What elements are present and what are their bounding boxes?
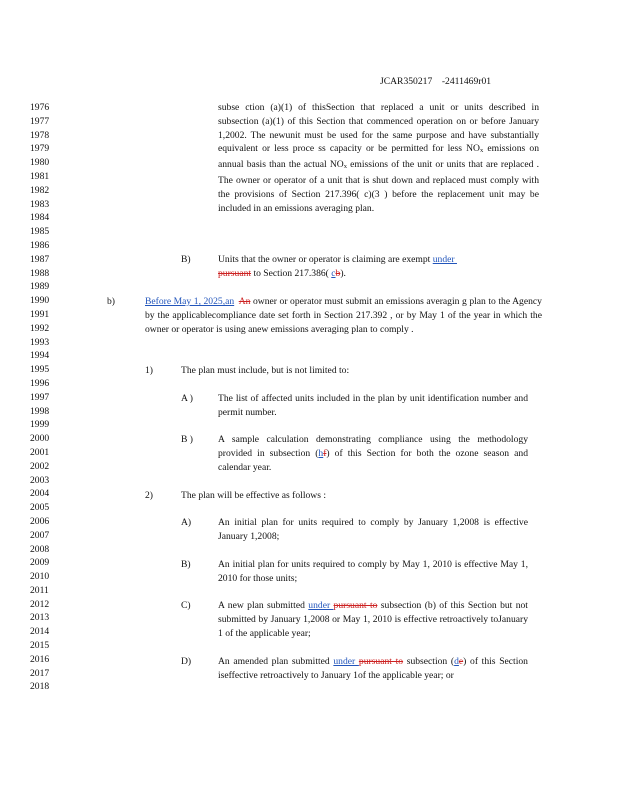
text-run: A new plan submitted <box>218 600 309 611</box>
item-1b-text <box>218 433 531 474</box>
text-run: subse ction (a)(1) of thisSection that replaced a unit or units described in subsection (a)(1) of this Section that commenced operation on or before January 1,2002. The newunit must be used for the same purpose and have substantially equivalent or less proce ss capacity or be permitted for less NO <box>218 102 542 155</box>
line-number: 1992 <box>30 322 50 334</box>
item-marker: C) <box>181 600 191 611</box>
text-run: A sample calculation demonstrating compliance using the methodology provided in subsection ( <box>218 434 531 459</box>
line-number: 2010 <box>30 571 50 583</box>
text-run: to Section 217.386( <box>251 267 332 279</box>
line-number: 2004 <box>30 488 50 500</box>
subscript-x: x <box>480 147 484 155</box>
deleted-text: e <box>458 656 464 667</box>
line-number: 2001 <box>30 446 50 458</box>
paragraph-continuation <box>218 101 542 215</box>
item-marker: 2) <box>145 490 153 501</box>
item-marker: B ) <box>181 434 193 445</box>
line-number: 2003 <box>30 474 50 486</box>
line-number: 1976 <box>30 102 50 113</box>
item-marker: A ) <box>181 393 193 404</box>
line-number: 2016 <box>30 653 50 665</box>
line-number: 1986 <box>30 239 50 251</box>
line-number: 2009 <box>30 557 50 569</box>
line-number: 1979 <box>30 143 50 155</box>
text-run: ). <box>340 267 346 279</box>
line-number: 1999 <box>30 419 50 431</box>
line-number: 1980 <box>30 157 50 169</box>
text-run: Units that the owner or operator is claiming are exempt <box>218 254 433 265</box>
line-number: 1988 <box>30 267 50 279</box>
line-number-column <box>30 101 52 694</box>
item-marker: B) <box>181 254 191 265</box>
line-number: 1993 <box>30 336 50 348</box>
line-number: 1996 <box>30 377 50 389</box>
item-1a-text: The list of affected units included in the plan by unit identification number and permit number. <box>218 393 528 418</box>
line-number: 2005 <box>30 502 50 514</box>
document-id-header: JCAR350217 -2411469r01 <box>380 76 492 87</box>
item-marker: A) <box>181 517 192 528</box>
line-number: 1989 <box>30 281 50 293</box>
line-number: 2011 <box>30 584 49 596</box>
deleted-text: An <box>238 296 251 307</box>
line-number: 1990 <box>30 295 50 307</box>
line-number: 2007 <box>30 529 50 541</box>
line-number: 1994 <box>30 350 50 362</box>
subscript-x: x <box>343 163 347 171</box>
line-number: 2012 <box>30 598 50 610</box>
line-number: 2015 <box>30 640 50 652</box>
item-marker: D) <box>181 656 192 667</box>
line-number: 1985 <box>30 226 50 238</box>
line-number: 1995 <box>30 364 50 376</box>
line-number: 1982 <box>30 184 50 196</box>
item-2a-text: An initial plan for units required to comply by January 1,2008 is effective January 1,2008; <box>218 517 528 542</box>
deleted-text: b <box>335 267 341 279</box>
item-marker: B) <box>181 559 191 570</box>
line-number: 1984 <box>30 212 50 224</box>
line-number: 2002 <box>30 460 50 472</box>
inserted-text: under <box>432 254 457 265</box>
item-1-text: The plan must include, but is not limited to: <box>181 365 350 376</box>
text-run: emissions on annual basis than the actual NO <box>218 143 542 171</box>
subsection-b-text <box>145 295 545 336</box>
item-marker: 1) <box>145 365 153 376</box>
line-number: 2013 <box>30 612 50 624</box>
text-run: emissions of the unit or units that are replaced . The owner or operator of a unit that is shut down and replaced must comply with the provisions of Section 217.396( c)(3 ) before the replacement unit may be included in an emissions averaging plan. <box>218 159 542 214</box>
item-2b-text: An initial plan for units required to comply by May 1, 2010 is effective May 1, 2010 for those units; <box>218 559 528 584</box>
item-2c-text <box>218 599 531 640</box>
item-b-exempt-units <box>218 253 480 281</box>
item-2-text: The plan will be effective as follows : <box>181 490 327 501</box>
text-run: An amended plan submitted <box>218 656 334 667</box>
subsection-marker: b) <box>107 296 115 307</box>
item-2d-text <box>218 655 531 683</box>
line-number: 1998 <box>30 405 50 417</box>
deleted-text: pursuant to <box>333 600 378 611</box>
inserted-text: c <box>331 267 336 279</box>
text-run: subsection ( <box>403 656 455 667</box>
deleted-text: f <box>323 447 327 459</box>
inserted-text: under <box>308 600 334 611</box>
line-number: 2008 <box>30 543 50 555</box>
line-number: 2000 <box>30 433 50 445</box>
text-run: ) of this Section for both the ozone season and calendar year. <box>218 447 531 473</box>
line-number: 1987 <box>30 253 50 265</box>
line-number: 2018 <box>30 681 50 693</box>
line-number: 1981 <box>30 170 50 182</box>
text-run: ) of this Section iseffective retroactively to January 1of the applicable year; or <box>218 656 531 681</box>
line-number: 1978 <box>30 129 50 141</box>
line-number: 1997 <box>30 391 50 403</box>
text-run: subsection (b) of this Section but not submitted by January 1,2008 or May 1, 2010 is effective retroactively toJanuary 1 of the applicable year; <box>218 600 531 639</box>
inserted-text: under <box>333 656 359 667</box>
line-number: 2006 <box>30 515 50 527</box>
line-number: 1991 <box>30 308 50 320</box>
text-run: owner or operator must submit an emissions averagin g plan to the Agency by the applicablecompliance date set forth in Section 217.392 , or by May 1 of the year in which the owner or operator is using anew emissions averaging plan to comply . <box>145 296 545 335</box>
deleted-text: pursuant <box>218 267 252 279</box>
line-number: 2014 <box>30 626 50 638</box>
inserted-text: d <box>454 656 459 667</box>
line-number: 1983 <box>30 198 50 210</box>
line-number: 2017 <box>30 667 50 679</box>
line-number: 1977 <box>30 115 50 127</box>
deleted-text: pursuant to <box>358 656 404 667</box>
inserted-text: h <box>318 447 324 459</box>
inserted-text: Before May 1, 2025,an <box>145 296 235 307</box>
